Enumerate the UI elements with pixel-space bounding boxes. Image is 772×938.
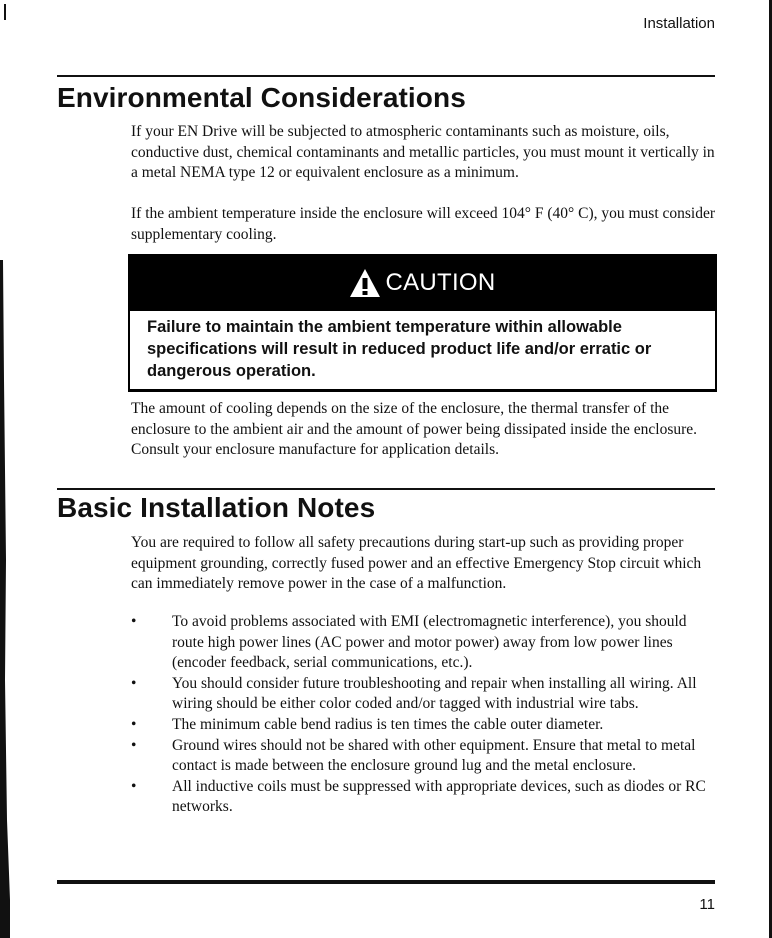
list-item xyxy=(131,777,715,818)
section-rule xyxy=(57,75,715,77)
page-number: 11 xyxy=(699,896,715,913)
list-item xyxy=(131,715,715,736)
list-item-text: The minimum cable bend radius is ten times the cable outer diameter. xyxy=(172,715,604,733)
paragraph-temperature: If the ambient temperature inside the enclosure will exceed 104° F (40° C), you must consider supplementary cooling. xyxy=(131,205,716,243)
bullet-glyph: • xyxy=(131,674,137,692)
list-item xyxy=(131,736,715,777)
bullet-glyph: • xyxy=(131,715,137,733)
caution-banner xyxy=(128,254,717,311)
warning-triangle-icon xyxy=(349,268,381,298)
caution-label: CAUTION xyxy=(385,268,496,296)
list-item xyxy=(131,674,715,715)
scan-mark xyxy=(4,4,6,20)
list-item-text: You should consider future troubleshooting and repair when installing all wiring. All wiring should be either color coded and/or tagged with industrial wire tabs. xyxy=(172,674,697,713)
paragraph-cooling: The amount of cooling depends on the size of the enclosure, the thermal transfer of the enclosure to the ambient air and the amount of power being dissipated inside the enclosure. Consult your enclosure manufacture for application details. xyxy=(131,400,698,459)
bullet-glyph: • xyxy=(131,613,137,630)
installation-notes-list xyxy=(131,612,715,818)
section-title-installation-notes: Basic Installation Notes xyxy=(57,492,376,523)
paragraph-safety: You are required to follow all safety precautions during start-up such as providing proper equipment grounding, correctly fused power and an effective Emergency Stop circuit which can immediately remove power in the case of a malfunction. xyxy=(131,534,702,593)
paragraph-contaminants: If your EN Drive will be subjected to atmospheric contaminants such as moisture, oils, conductive dust, chemical contaminants and metallic particles, you must mount it vertically in a metal NEMA type 12 or equivalent enclosure as a minimum. xyxy=(131,123,715,182)
list-item-text: To avoid problems associated with EMI (electromagnetic interference), you should route high power lines (AC power and motor power) away from low power lines (encoder feedback, serial communications, etc.). xyxy=(172,613,687,672)
list-item-text: Ground wires should not be shared with other equipment. Ensure that metal to metal contact is made between the enclosure ground lug and the metal enclosure. xyxy=(172,736,696,775)
footer-rule xyxy=(57,880,715,884)
scan-edge-shadow xyxy=(0,260,10,938)
section-rule xyxy=(57,488,715,490)
bullet-glyph: • xyxy=(131,777,137,795)
section-title-environmental: Environmental Considerations xyxy=(57,82,466,113)
list-item-text: All inductive coils must be suppressed with appropriate devices, such as diodes or RC networks. xyxy=(172,777,706,816)
bullet-glyph: • xyxy=(131,736,137,754)
running-head: Installation xyxy=(643,15,715,32)
caution-text: Failure to maintain the ambient temperature within allowable specifications will result in reduced product life and/or erratic or dangerous operation. xyxy=(147,318,652,380)
list-item xyxy=(131,612,715,674)
